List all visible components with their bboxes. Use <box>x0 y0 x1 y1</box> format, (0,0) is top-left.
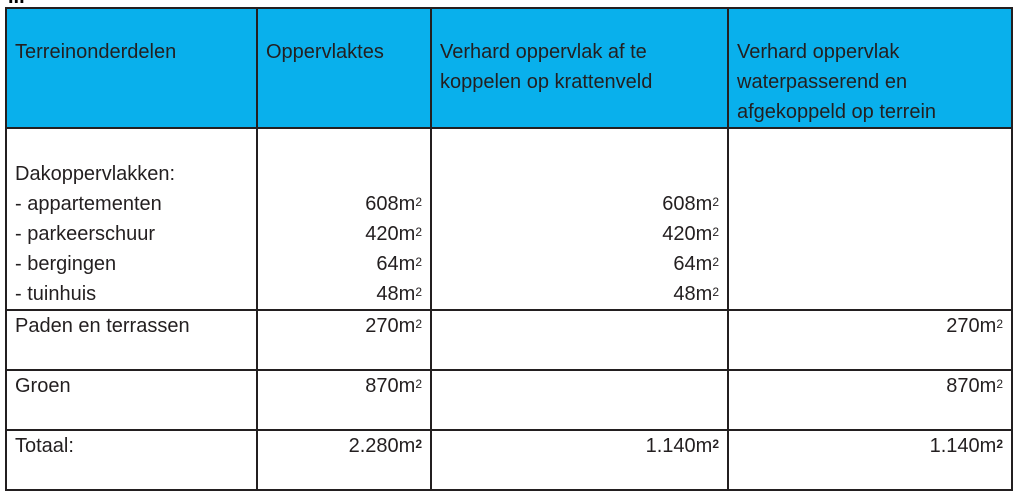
roof-area-value: $608m^2$ <box>365 193 422 215</box>
green-area: $870m^2$ <box>257 370 431 430</box>
roof-permeable-cell <box>728 128 1012 310</box>
total-permeable: $1.140m^2$ <box>728 430 1012 490</box>
roof-area-value: $64m^2$ <box>376 253 422 275</box>
roof-infiltration-value: $64m^2$ <box>673 253 719 275</box>
table-row-total <box>6 430 1012 490</box>
green-infiltration <box>431 370 728 430</box>
roof-title: Dakoppervlakken: <box>15 163 176 185</box>
green-label: Groen <box>6 370 257 430</box>
paths-permeable: $270m^2$ <box>728 310 1012 370</box>
roof-labels-cell <box>6 128 257 310</box>
surface-area-table <box>5 7 1013 491</box>
total-area: $2.280m^2$ <box>257 430 431 490</box>
roof-item-label: - parkeerschuur <box>15 223 156 245</box>
header-terreinonderdelen: Terreinonderdelen <box>6 8 257 128</box>
table-row-paths <box>6 310 1012 370</box>
roof-item-label: - bergingen <box>15 253 117 275</box>
paths-label: Paden en terrassen <box>6 310 257 370</box>
header-waterpasserend: Verhard oppervlak waterpasserend en afgekoppeld op terrein <box>728 8 1012 128</box>
table-row-roofs <box>6 128 1012 310</box>
table-row-green <box>6 370 1012 430</box>
total-label: Totaal: <box>6 430 257 490</box>
paths-area: $270m^2$ <box>257 310 431 370</box>
roof-area-cell <box>257 128 431 310</box>
total-infiltration: $1.140m^2$ <box>431 430 728 490</box>
roof-item-label: - appartementen <box>15 193 162 215</box>
header-oppervlaktes: Oppervlaktes <box>257 8 431 128</box>
roof-infiltration-value: $48m^2$ <box>673 283 719 305</box>
roof-item-label: - tuinhuis <box>15 283 97 305</box>
header-krattenveld: Verhard oppervlak af te koppelen op krattenveld <box>431 8 728 128</box>
roof-infiltration-value: $608m^2$ <box>662 193 719 215</box>
roof-area-value: $420m^2$ <box>365 223 422 245</box>
paths-infiltration <box>431 310 728 370</box>
cut-off-heading <box>8 0 25 6</box>
green-permeable: $870m^2$ <box>728 370 1012 430</box>
roof-area-value: $48m^2$ <box>376 283 422 305</box>
roof-infiltration-value: $420m^2$ <box>662 223 719 245</box>
table-header-row <box>6 8 1012 128</box>
roof-infiltration-cell <box>431 128 728 310</box>
